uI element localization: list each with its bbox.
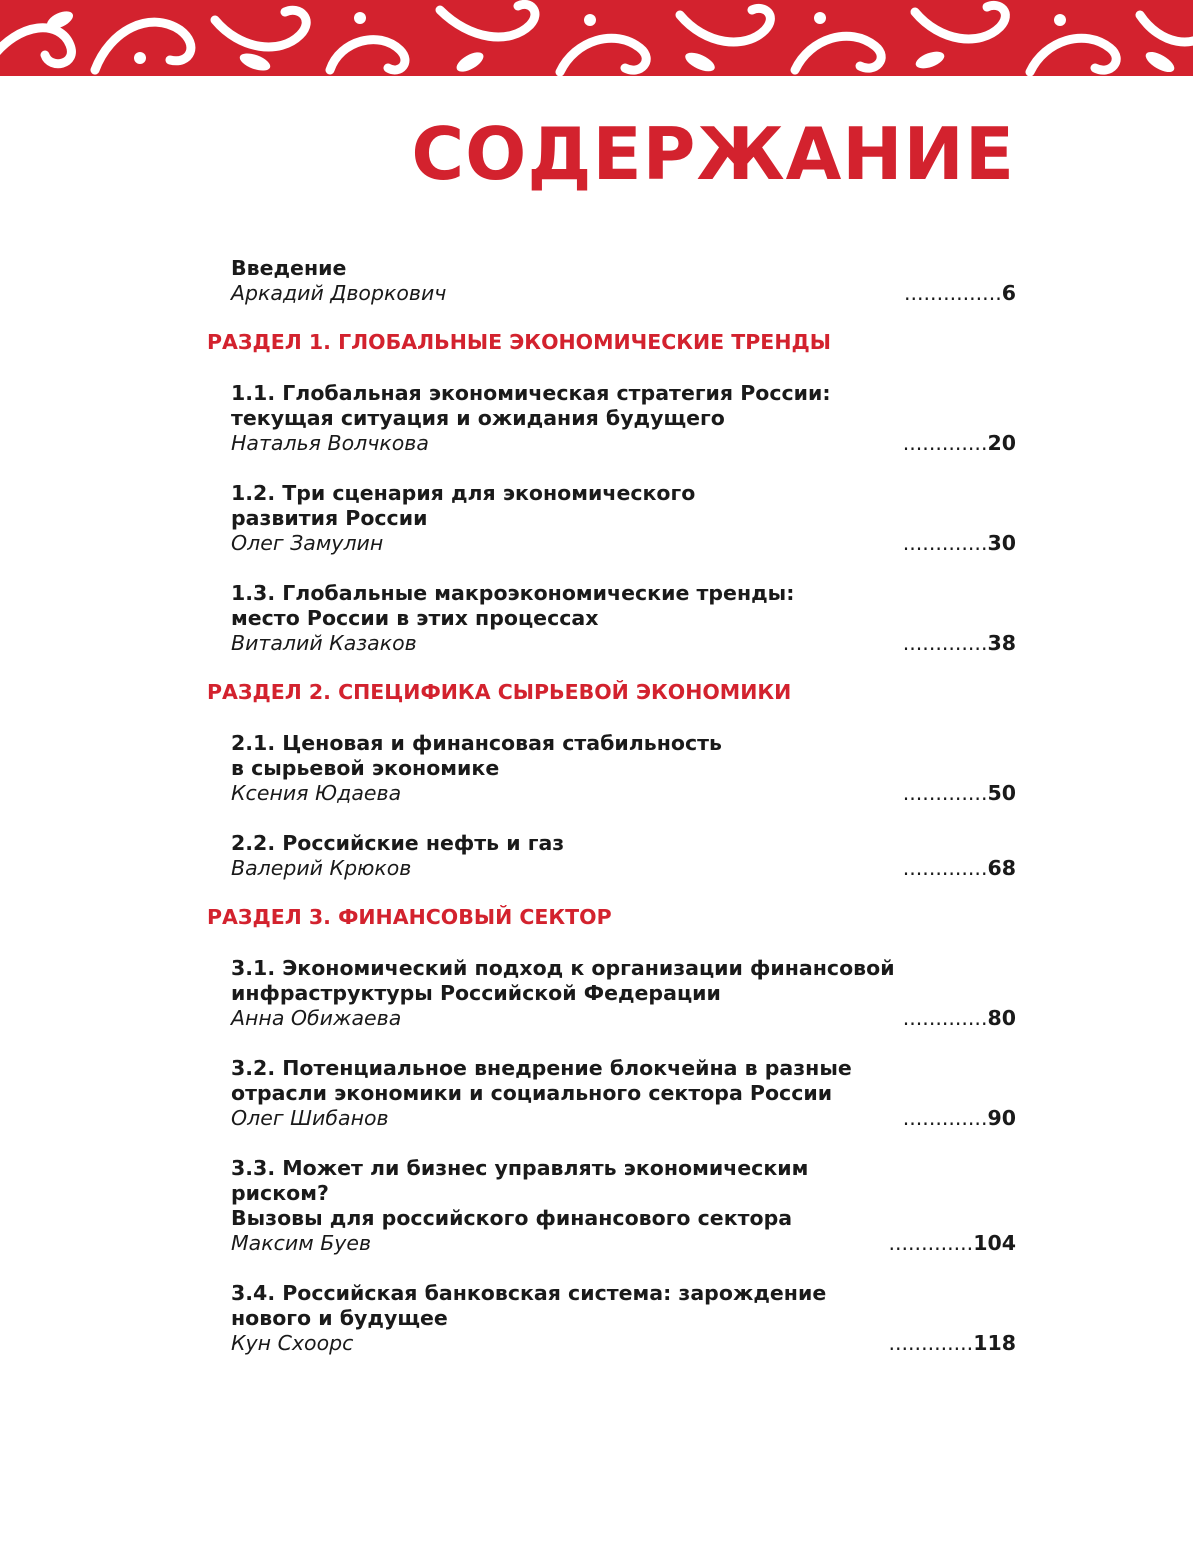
leader-dots: ............. [902, 1106, 988, 1130]
leader-dots: ............. [902, 1006, 988, 1030]
leader-dots: ............... [903, 281, 1002, 305]
entry-author: Виталий Казаков [231, 631, 417, 655]
leader-dots: ............. [902, 431, 988, 455]
entry-page-ref [903, 531, 1016, 556]
entry-title: 2.1. Ценовая и финансовая стабильность в сырьевой экономике [231, 731, 722, 780]
entry-author: Олег Шибанов [231, 1106, 389, 1130]
page-number: 104 [973, 1231, 1016, 1255]
entry-page-ref [904, 281, 1016, 306]
toc-entry-3-2[interactable] [231, 1056, 1016, 1131]
toc-entry-intro[interactable] [231, 256, 1016, 306]
entry-author: Олег Замулин [231, 531, 384, 555]
leader-dots: ............. [902, 631, 988, 655]
entry-title: 3.1. Экономический подход к организации финансовой инфраструктуры Российской Федерации [231, 956, 895, 1005]
entry-page-ref [903, 781, 1016, 806]
page-number: 6 [1001, 281, 1016, 305]
entry-title: 1.3. Глобальные макроэкономические тренды: место России в этих процессах [231, 581, 795, 630]
entry-author: Аркадий Дворкович [231, 281, 447, 305]
entry-page-ref [888, 1331, 1016, 1356]
entry-page-ref [903, 856, 1016, 881]
entry-page-ref [903, 631, 1016, 656]
leader-dots: ............. [902, 531, 988, 555]
entry-page-ref [903, 1006, 1016, 1031]
page-title: СОДЕРЖАНИЕ [411, 112, 1015, 196]
entry-title: 3.2. Потенциальное внедрение блокчейна в разные отрасли экономики и социального сектора России [231, 1056, 852, 1105]
leader-dots: ............. [888, 1231, 974, 1255]
page-number: 68 [987, 856, 1016, 880]
toc-entry-3-3[interactable] [231, 1156, 1016, 1256]
page-number: 20 [987, 431, 1016, 455]
entry-page-ref [888, 1231, 1016, 1256]
leader-dots: ............. [888, 1331, 974, 1355]
entry-author: Кун Схоорс [231, 1331, 354, 1355]
page-number: 80 [987, 1006, 1016, 1030]
entry-page-ref [903, 1106, 1016, 1131]
leader-dots: ............. [902, 856, 988, 880]
leader-dots: ............. [902, 781, 988, 805]
entry-author: Ксения Юдаева [231, 781, 402, 805]
entry-title: 1.1. Глобальная экономическая стратегия России: текущая ситуация и ожидания будущего [231, 381, 831, 430]
entry-author: Валерий Крюков [231, 856, 412, 880]
toc-entry-3-1[interactable] [231, 956, 1016, 1031]
entry-author: Анна Обижаева [231, 1006, 402, 1030]
entry-title: 3.3. Может ли бизнес управлять экономическим риском? Вызовы для российского финансового сектора [231, 1156, 809, 1230]
toc-entry-2-2[interactable] [231, 831, 1016, 881]
page-number: 118 [973, 1331, 1016, 1355]
page-number: 90 [987, 1106, 1016, 1130]
entry-title: Введение [231, 256, 347, 280]
entry-title: 3.4. Российская банковская система: зарождение нового и будущее [231, 1281, 827, 1330]
page-number: 30 [987, 531, 1016, 555]
toc-entry-2-1[interactable] [231, 731, 1016, 806]
ornamental-banner [0, 0, 1193, 76]
entry-author: Максим Буев [231, 1231, 372, 1255]
page-number: 50 [987, 781, 1016, 805]
entry-author: Наталья Волчкова [231, 431, 429, 455]
entry-title: 1.2. Три сценария для экономического развития России [231, 481, 696, 530]
section-heading-3: РАЗДЕЛ 3. ФИНАНСОВЫЙ СЕКТОР [207, 905, 612, 929]
toc-entry-3-4[interactable] [231, 1281, 1016, 1356]
toc-entry-1-1[interactable] [231, 381, 1016, 456]
section-heading-1: РАЗДЕЛ 1. ГЛОБАЛЬНЫЕ ЭКОНОМИЧЕСКИЕ ТРЕНДЫ [207, 330, 831, 354]
toc-entry-1-2[interactable] [231, 481, 1016, 556]
entry-page-ref [903, 431, 1016, 456]
page-number: 38 [987, 631, 1016, 655]
section-heading-2: РАЗДЕЛ 2. СПЕЦИФИКА СЫРЬЕВОЙ ЭКОНОМИКИ [207, 680, 792, 704]
ornament-pattern-icon [0, 0, 1193, 76]
entry-title: 2.2. Российские нефть и газ [231, 831, 565, 855]
toc-entry-1-3[interactable] [231, 581, 1016, 656]
